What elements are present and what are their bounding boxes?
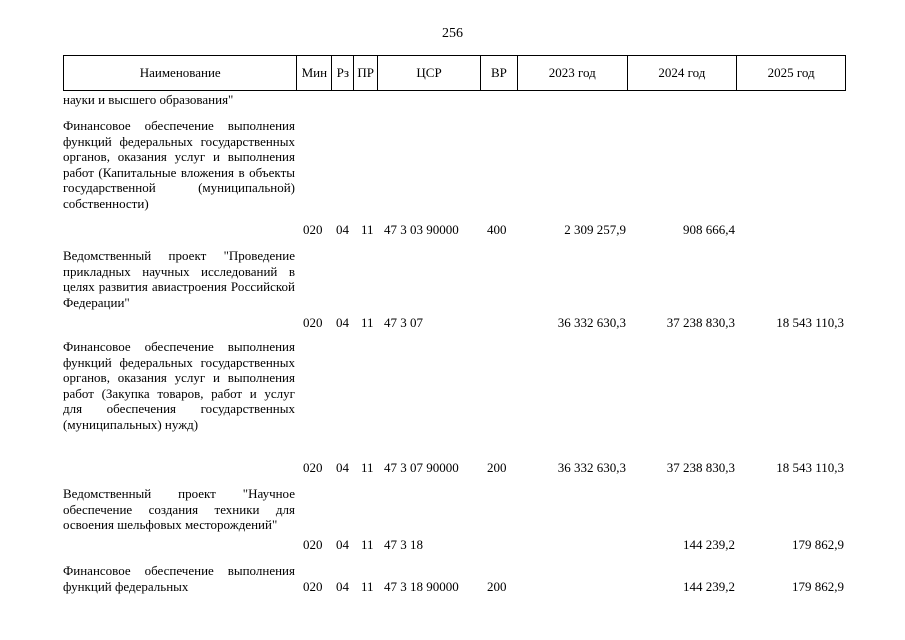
header-csr: ЦСР	[377, 56, 480, 90]
row-csr: 47 3 18	[384, 537, 423, 552]
row-2023: 2 309 257,9	[564, 222, 626, 237]
row-2025: 179 862,9	[792, 537, 844, 552]
row-csr: 47 3 07	[384, 315, 423, 330]
table-row	[63, 248, 846, 332]
header-rz: Рз	[331, 56, 353, 90]
row-csr: 47 3 07 90000	[384, 460, 459, 475]
header-2023: 2023 год	[517, 56, 627, 90]
row-rz: 04	[336, 315, 349, 330]
header-name: Наименование	[139, 65, 221, 80]
row-pr: 11	[361, 315, 374, 330]
header-2024: 2024 год	[627, 56, 737, 90]
page-number: 256	[442, 26, 463, 41]
row-2025: 18 543 110,3	[776, 315, 844, 330]
row-vr: 400	[487, 222, 507, 237]
row-2024: 37 238 830,3	[666, 315, 735, 330]
row-2024: 37 238 830,3	[666, 460, 735, 475]
row-pr: 11	[361, 460, 374, 475]
row-min: 020	[303, 315, 323, 330]
row-name: Финансовое обеспечение выполнения функций федеральных государственных органов, оказания услуг и выполнения работ (Капитальные вложения в объекты государственной (муниципальной) собственности)	[63, 118, 295, 211]
row-min: 020	[303, 460, 323, 475]
row-2024: 144 239,2	[683, 537, 735, 552]
table-row	[63, 339, 846, 474]
table-row	[63, 92, 846, 108]
row-name: науки и высшего образования"	[63, 92, 234, 107]
row-name: Финансовое обеспечение выполнения функций федеральных	[63, 563, 295, 594]
row-rz: 04	[336, 579, 349, 594]
row-min: 020	[303, 222, 323, 237]
row-name: Ведомственный проект "Научное обеспечение создания техники для освоения шельфовых месторождений"	[63, 486, 295, 532]
row-vr: 200	[487, 460, 507, 475]
row-2025: 18 543 110,3	[776, 460, 844, 475]
row-min: 020	[303, 579, 323, 594]
row-csr: 47 3 18 90000	[384, 579, 459, 594]
row-pr: 11	[361, 537, 374, 552]
row-rz: 04	[336, 222, 349, 237]
row-name: Ведомственный проект "Проведение прикладных научных исследований в целях развития авиастроения Российской Федерации"	[63, 248, 295, 310]
header-vr: ВР	[480, 56, 517, 90]
row-rz: 04	[336, 460, 349, 475]
header-min: Мин	[296, 56, 331, 90]
table-header	[63, 55, 846, 91]
row-min: 020	[303, 537, 323, 552]
row-rz: 04	[336, 537, 349, 552]
row-2024: 144 239,2	[683, 579, 735, 594]
row-pr: 11	[361, 579, 374, 594]
table-row	[63, 563, 846, 599]
row-2025: 179 862,9	[792, 579, 844, 594]
row-vr: 200	[487, 579, 507, 594]
row-csr: 47 3 03 90000	[384, 222, 459, 237]
table-row	[63, 118, 846, 238]
row-2024: 908 666,4	[683, 222, 735, 237]
row-name: Финансовое обеспечение выполнения функций федеральных государственных органов, оказания услуг и выполнения работ (Закупка товаров, работ и услуг для обеспечения государственных (муниципальных) нужд)	[63, 339, 295, 432]
row-2023: 36 332 630,3	[557, 315, 626, 330]
table-row	[63, 486, 846, 554]
header-2025: 2025 год	[736, 56, 845, 90]
header-pr: ПР	[353, 56, 377, 90]
row-pr: 11	[361, 222, 374, 237]
row-2023: 36 332 630,3	[557, 460, 626, 475]
